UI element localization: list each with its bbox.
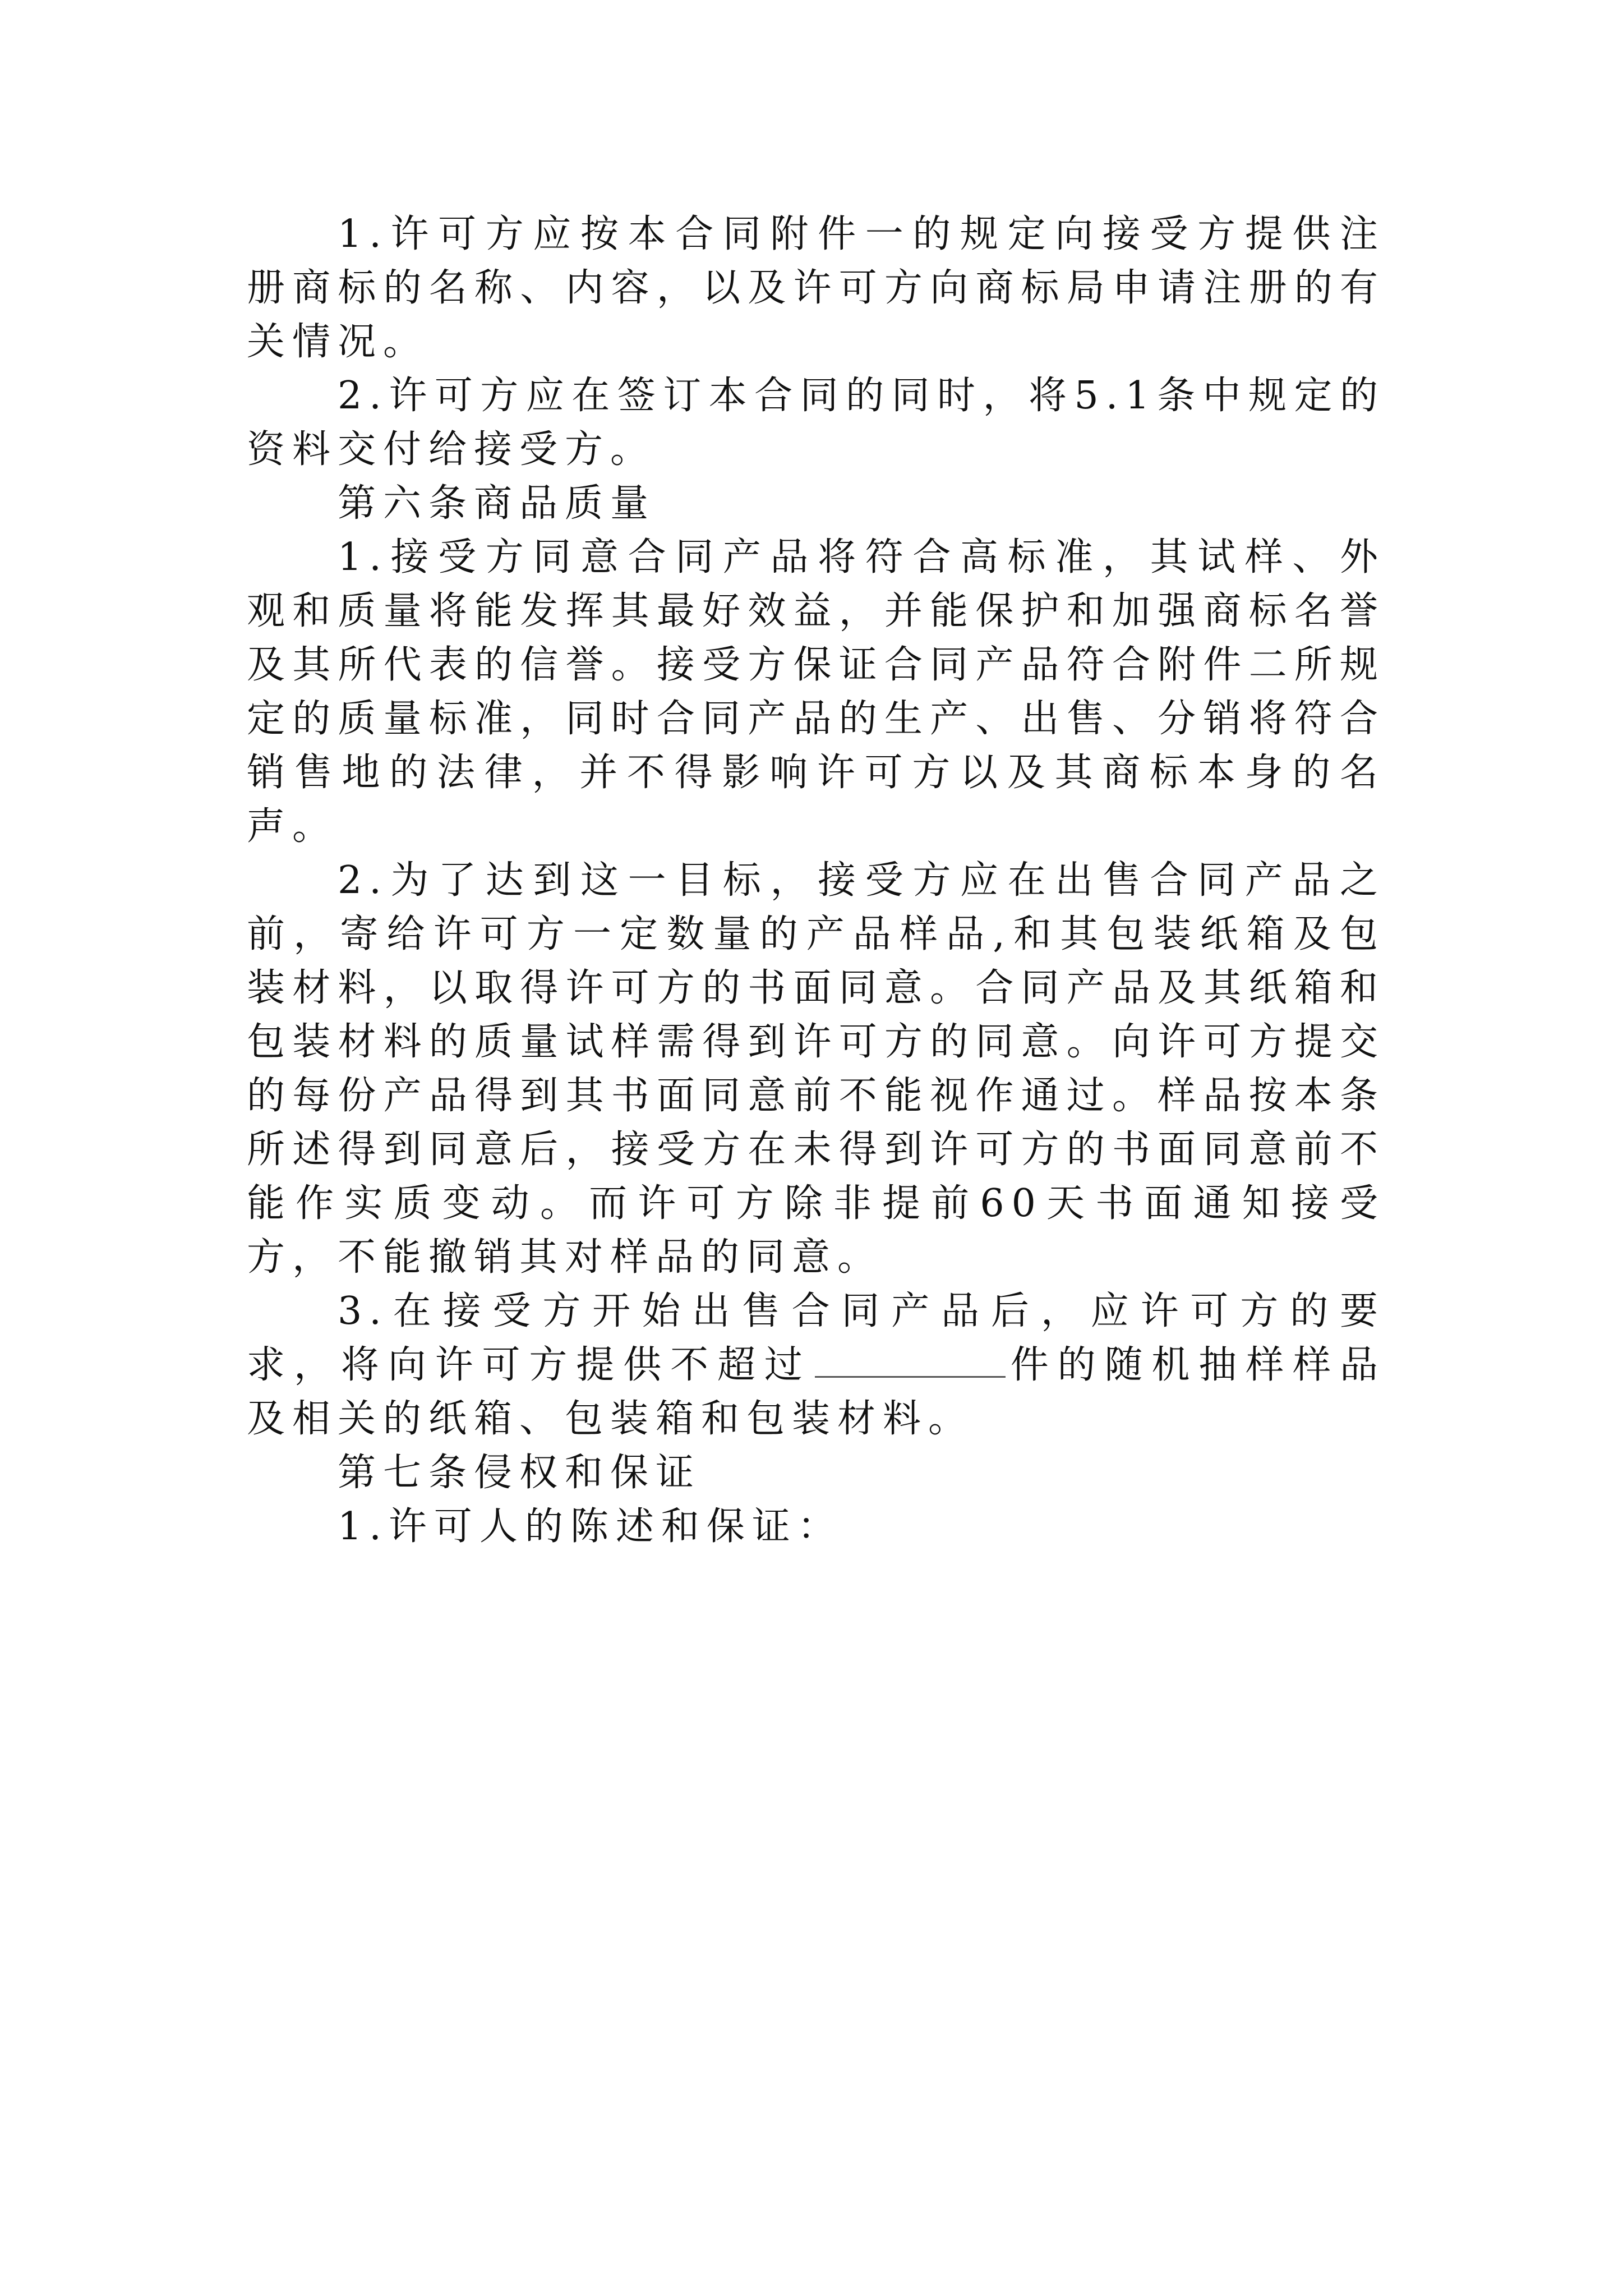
document-body xyxy=(247,208,1385,1554)
paragraph-quality-standard: 1.接受方同意合同产品将符合高标准，其试样、外观和质量将能发挥其最好效益，并能保护和加强商标名誉及其所代表的信誉。接受方保证合同产品符合附件二所规定的质量标准，同时合同产品的生产、出售、分销将符合销售地的法律，并不得影响许可方以及其商标本身的名声。 xyxy=(247,535,1385,849)
paragraph-trademark-info: 1.许可方应按本合同附件一的规定向接受方提供注册商标的名称、内容，以及许可方向商标局申请注册的有关情况。 xyxy=(247,212,1385,364)
heading-article-6: 第六条商品质量 xyxy=(338,481,656,526)
fill-in-blank xyxy=(815,1339,1006,1378)
random-samples-text-end: 件的随机抽样样品及相关的纸箱、包装箱和包装材料。 xyxy=(247,1343,1385,1441)
paragraph-sample-approval: 2.为了达到这一目标，接受方应在出售合同产品之前，寄给许可方一定数量的产品样品,和其包装纸箱及包装材料，以取得许可方的书面同意。合同产品及其纸箱和包装材料的质量试样需得到许可方的同意。向许可方提交的每份产品得到其书面同意前不能视作通过。样品按本条所述得到同意后，接受方在未得到许可方的书面同意前不能作实质变动。而许可方除非提前60天书面通知接受方，不能撤销其对样品的同意。 xyxy=(247,858,1385,1280)
paragraph-random-samples xyxy=(247,1285,1385,1446)
paragraph-materials-delivery: 2.许可方应在签订本合同的同时，将5.1条中规定的资料交付给接受方。 xyxy=(247,374,1385,472)
heading-article-7: 第七条侵权和保证 xyxy=(338,1451,702,1495)
random-samples-text-start: 3.在接受方开始出售合同产品后，应许可方的要求，将向许可方提供不超过 xyxy=(247,1289,1385,1387)
paragraph-licensor-warranty: 1.许可人的陈述和保证： xyxy=(338,1504,843,1549)
